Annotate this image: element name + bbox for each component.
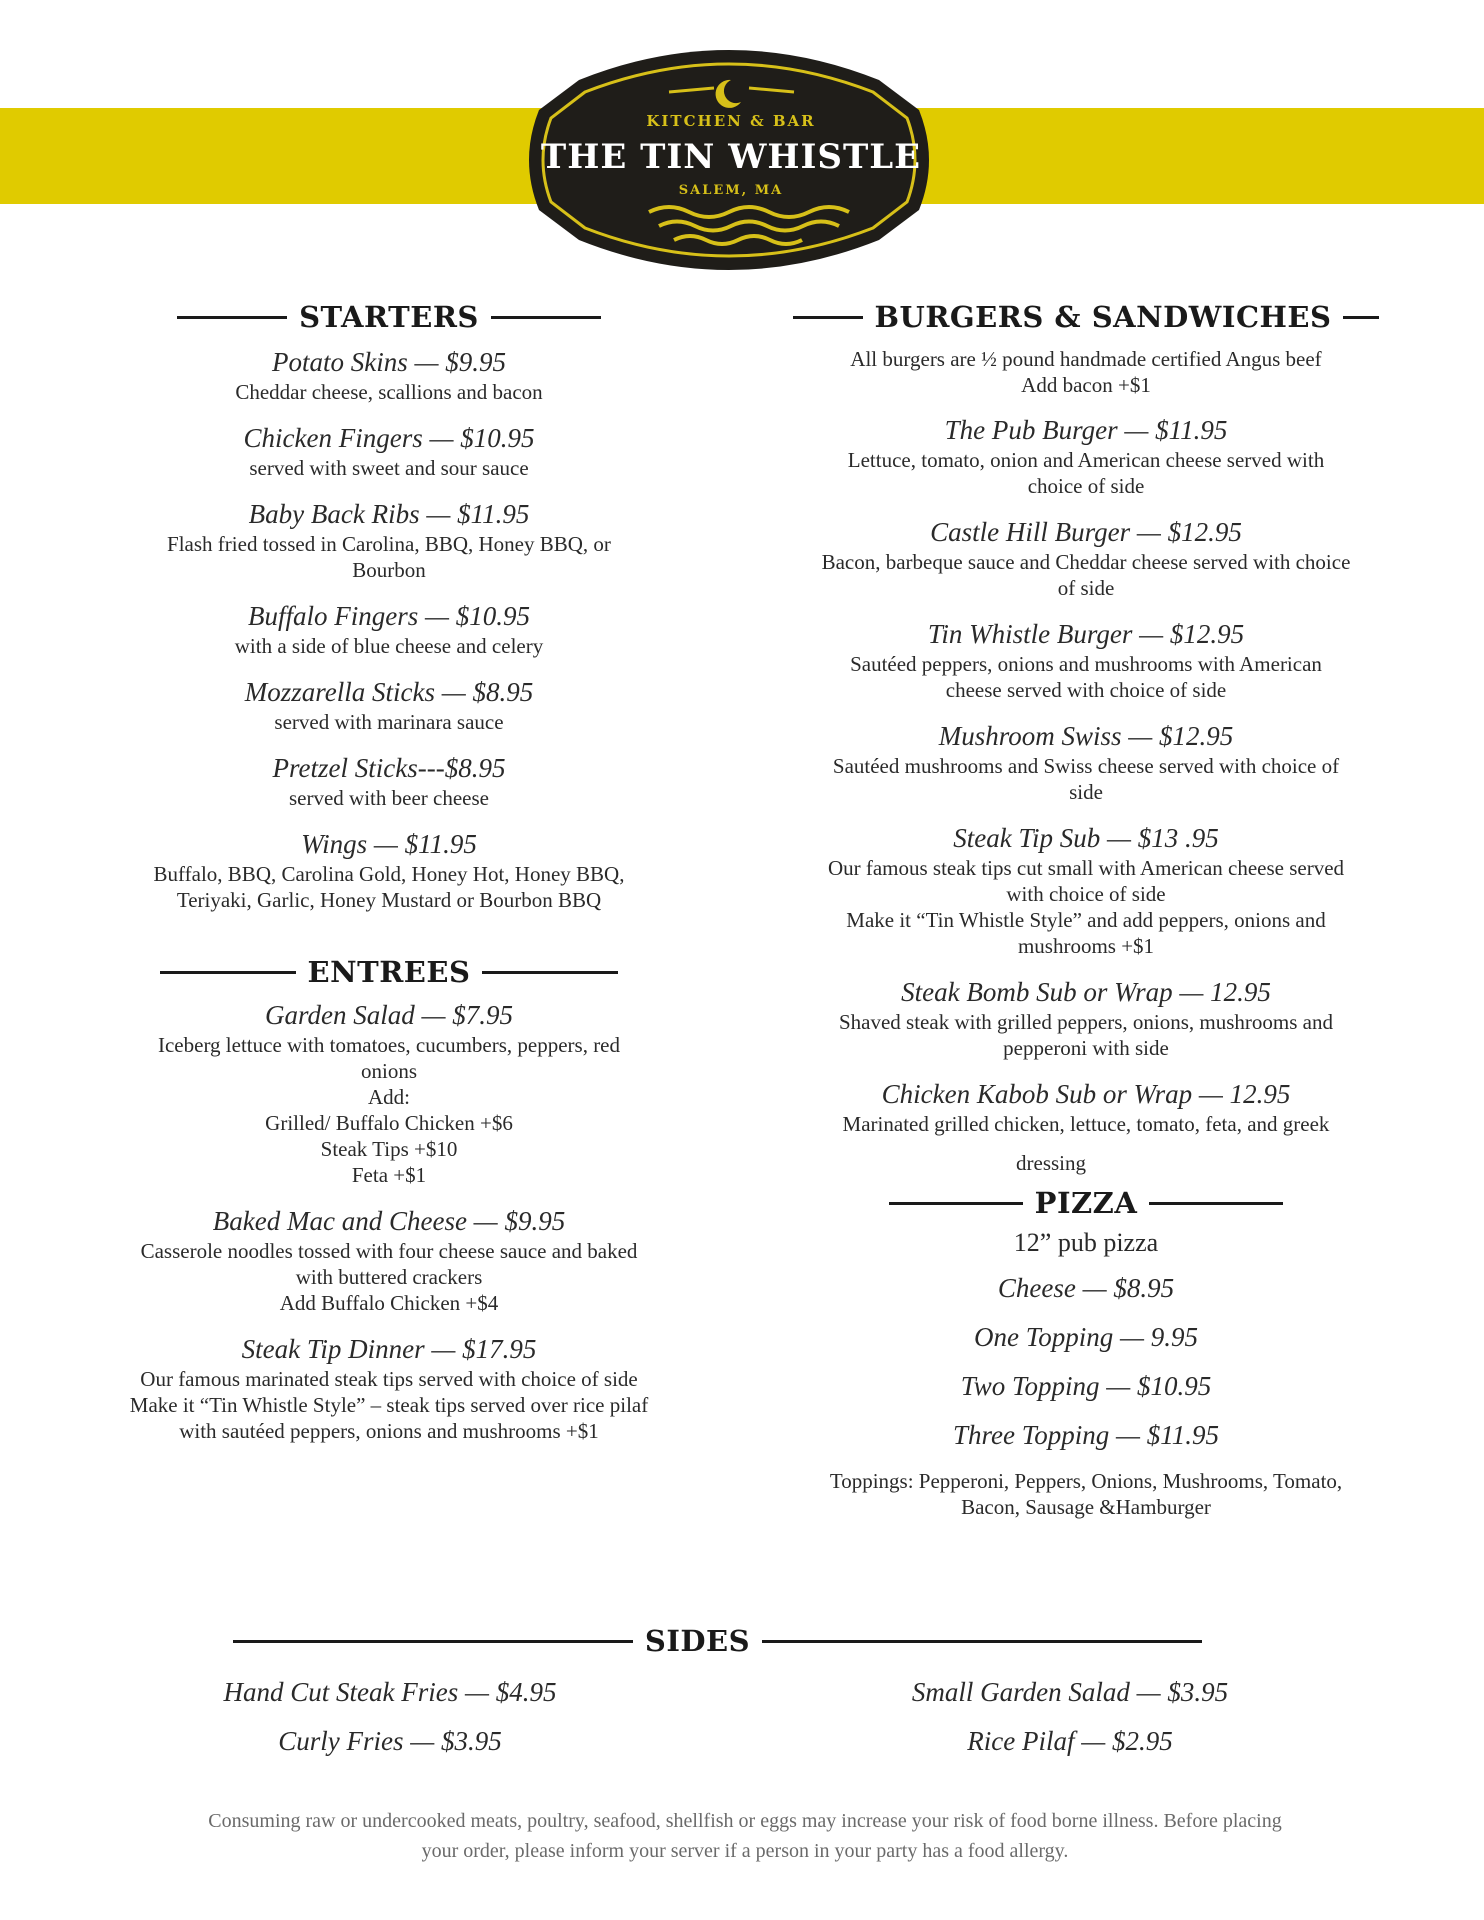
menu-item-name: Baked Mac and Cheese — $9.95 [212, 1206, 566, 1236]
menu-item-description: Bacon, barbeque sauce and Cheddar cheese served with choice [821, 550, 1351, 574]
menu-item-description: Feta +$1 [351, 1163, 427, 1187]
menu-item-description: Shaved steak with grilled peppers, onions, mushrooms and [838, 1010, 1333, 1034]
menu-item-description: cheese served with choice of side [945, 678, 1227, 702]
menu-item-description: with a side of blue cheese and celery [234, 634, 544, 658]
burgers-list [776, 414, 1396, 1137]
menu-item-name: Mozzarella Sticks — $8.95 [244, 677, 534, 707]
starters-list [100, 346, 678, 913]
menu-item-name: Buffalo Fingers — $10.95 [248, 601, 530, 631]
menu-item-description: Teriyaki, Garlic, Honey Mustard or Bourbon BBQ [176, 888, 602, 912]
burgers-title: BURGERS & SANDWICHES [874, 300, 1332, 334]
menu-item-name: Castle Hill Burger — $12.95 [930, 517, 1242, 547]
menu-item-name: Steak Bomb Sub or Wrap — 12.95 [901, 977, 1271, 1007]
menu-item-description: Buffalo, BBQ, Carolina Gold, Honey Hot, Honey BBQ, [153, 862, 625, 886]
entrees-header [100, 955, 678, 989]
side-item: Rice Pilaf — $2.95 [967, 1726, 1173, 1756]
menu-item-description: Sautéed peppers, onions and mushrooms with American [850, 652, 1322, 676]
starters-header [100, 300, 678, 334]
menu-item-name: The Pub Burger — $11.95 [944, 415, 1228, 445]
side-item: Small Garden Salad — $3.95 [911, 1677, 1229, 1707]
menu-item [776, 414, 1396, 499]
menu-item-description: served with beer cheese [289, 786, 489, 810]
menu-item-name: Chicken Kabob Sub or Wrap — 12.95 [881, 1079, 1291, 1109]
menu-item [100, 1205, 678, 1316]
menu-item-description: with buttered crackers [295, 1265, 483, 1289]
menu-item [100, 999, 678, 1188]
menu-item-description: Iceberg lettuce with tomatoes, cucumbers, peppers, red [157, 1033, 621, 1057]
menu-item-name: Steak Tip Dinner — $17.95 [241, 1334, 537, 1364]
burgers-trailing-text: dressing [1016, 1151, 1086, 1175]
food-allergy-disclaimer: Consuming raw or undercooked meats, poultry, seafood, shellfish or eggs may increase your risk of food borne illness. Before placing your order, please inform your server if a person in your party has a food allergy. [208, 1810, 1282, 1862]
burgers-intro: All burgers are ½ pound handmade certified Angus beef Add bacon +$1 [850, 347, 1322, 397]
menu-item-name: Tin Whistle Burger — $12.95 [927, 619, 1245, 649]
menu-item-description: with sautéed peppers, onions and mushrooms +$1 [179, 1419, 599, 1443]
left-column [100, 300, 678, 1461]
menu-item-description: with choice of side [1006, 882, 1166, 906]
menu-item [100, 676, 678, 735]
menu-item [100, 498, 678, 583]
menu-item-description: Steak Tips +$10 [320, 1137, 458, 1161]
pizza-item: Cheese — $8.95 [997, 1273, 1175, 1303]
menu-item [100, 422, 678, 481]
menu-item-description: of side [1057, 576, 1115, 600]
menu-item-name: Potato Skins — $9.95 [272, 347, 506, 377]
menu-item-description: Add: [368, 1085, 410, 1109]
entrees-list [100, 999, 678, 1444]
menu-item-description: pepperoni with side [1003, 1036, 1169, 1060]
pizza-item: One Topping — 9.95 [973, 1322, 1199, 1352]
menu-item [100, 600, 678, 659]
menu-item [776, 618, 1396, 703]
side-item: Hand Cut Steak Fries — $4.95 [223, 1677, 557, 1707]
pizza-intro: 12” pub pizza [1013, 1228, 1159, 1257]
menu-item-description: Our famous steak tips cut small with American cheese served [827, 856, 1345, 880]
logo-location: SALEM, MA [678, 183, 784, 198]
menu-item-description: Lettuce, tomato, onion and American cheese served with [847, 448, 1325, 472]
pizza-item: Three Topping — $11.95 [952, 1420, 1220, 1450]
menu-item [776, 1078, 1396, 1137]
tin-whistle-logo [519, 40, 939, 280]
menu-item-name: Baby Back Ribs — $11.95 [248, 499, 530, 529]
menu-item-description: mushrooms +$1 [1017, 934, 1155, 958]
menu-item-description: Cheddar cheese, scallions and bacon [235, 380, 543, 404]
pizza-list [776, 1272, 1396, 1452]
menu-item-name: Steak Tip Sub — $13 .95 [953, 823, 1219, 853]
menu-item [100, 752, 678, 811]
menu-item-description: choice of side [1027, 474, 1145, 498]
menu-item-description: Sautéed mushrooms and Swiss cheese served with choice of [832, 754, 1340, 778]
menu-item-description: Casserole noodles tossed with four cheese sauce and baked [140, 1239, 638, 1263]
menu-item-description: Make it “Tin Whistle Style” – steak tips served over rice pilaf [129, 1393, 649, 1417]
menu-item-description: Our famous marinated steak tips served with choice of side [140, 1367, 638, 1391]
menu-item-description: served with sweet and sour sauce [249, 456, 529, 480]
menu-item-description: Make it “Tin Whistle Style” and add peppers, onions and [846, 908, 1326, 932]
logo-kicker: KITCHEN & BAR [646, 112, 816, 130]
pizza-item: Two Topping — $10.95 [960, 1371, 1212, 1401]
logo-name: THE TIN WHISTLE [540, 137, 922, 177]
pizza-header [776, 1186, 1396, 1220]
menu-item-name: Wings — $11.95 [301, 829, 477, 859]
menu-item-description: Flash fried tossed in Carolina, BBQ, Honey BBQ, or [167, 532, 611, 556]
menu-item [100, 346, 678, 405]
entrees-title: ENTREES [307, 955, 471, 989]
menu-item-description: Add Buffalo Chicken +$4 [279, 1291, 499, 1315]
menu-item-name: Mushroom Swiss — $12.95 [938, 721, 1234, 751]
sides-left-list [170, 1676, 610, 1774]
pizza-toppings: Toppings: Pepperoni, Peppers, Onions, Mushrooms, Tomato, Bacon, Sausage &Hamburger [829, 1469, 1343, 1519]
menu-item-name: Pretzel Sticks---$8.95 [272, 753, 506, 783]
menu-item [100, 828, 678, 913]
starters-title: STARTERS [299, 300, 479, 334]
menu-item-description: Bourbon [352, 558, 426, 582]
menu-item-description: side [1069, 780, 1103, 804]
menu-item-description: Marinated grilled chicken, lettuce, tomato, feta, and greek [842, 1112, 1330, 1136]
menu-item [776, 976, 1396, 1061]
sides-title: SIDES [644, 1624, 751, 1658]
menu-item [776, 516, 1396, 601]
side-item: Curly Fries — $3.95 [278, 1726, 502, 1756]
menu-item-description: onions [360, 1059, 417, 1083]
pizza-title: PIZZA [1034, 1186, 1138, 1220]
sides-right-list [850, 1676, 1290, 1774]
menu-item-description: served with marinara sauce [274, 710, 504, 734]
menu-item [776, 822, 1396, 959]
menu-item-name: Garden Salad — $7.95 [265, 1000, 513, 1030]
menu-item [776, 720, 1396, 805]
menu-item-description: Grilled/ Buffalo Chicken +$6 [265, 1111, 513, 1135]
menu-item-name: Chicken Fingers — $10.95 [243, 423, 535, 453]
menu-item [100, 1333, 678, 1444]
burgers-header [776, 300, 1396, 334]
sides-header [230, 1624, 1205, 1658]
right-column [776, 300, 1396, 1520]
